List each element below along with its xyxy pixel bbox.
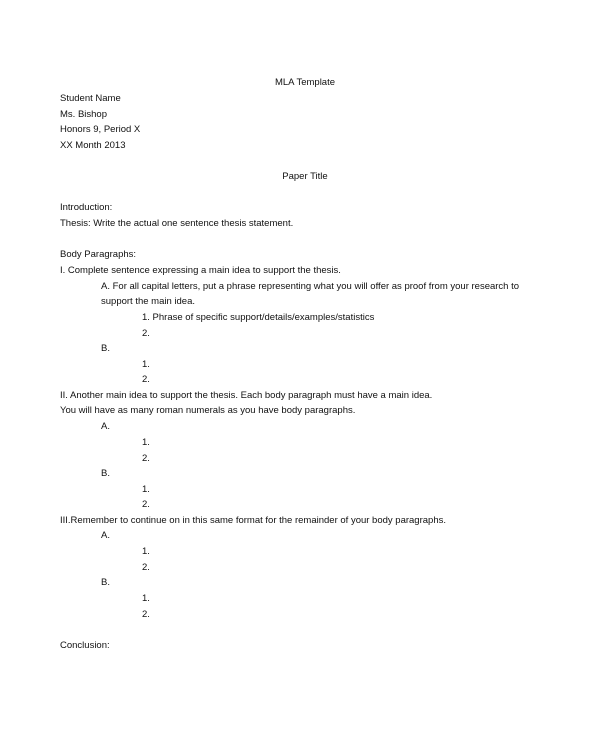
section-1-a-item-2: 2.: [142, 328, 150, 339]
section-1-heading: I. Complete sentence expressing a main idea to support the thesis.: [60, 265, 341, 276]
thesis-line: Thesis: Write the actual one sentence thesis statement.: [60, 218, 294, 229]
teacher-name: Ms. Bishop: [60, 109, 107, 120]
section-2-heading-line-2: You will have as many roman numerals as you have body paragraphs.: [60, 405, 356, 416]
section-3-b: B.: [101, 577, 110, 588]
section-3-a-item-2: 2.: [142, 562, 150, 573]
section-1-b: B.: [101, 343, 110, 354]
section-3-heading: III.Remember to continue on in this same format for the remainder of your body paragraphs.: [60, 515, 446, 526]
section-1-a-item-1: 1. Phrase of specific support/details/examples/statistics: [142, 312, 375, 323]
section-2-a-item-2: 2.: [142, 453, 150, 464]
section-3-a-item-1: 1.: [142, 546, 150, 557]
section-2-heading-line-1: II. Another main idea to support the thesis. Each body paragraph must have a main idea.: [60, 390, 433, 401]
section-3-b-item-1: 1.: [142, 593, 150, 604]
section-3-b-item-2: 2.: [142, 609, 150, 620]
section-2-a-item-1: 1.: [142, 437, 150, 448]
section-1-a-line-2: support the main idea.: [101, 296, 196, 307]
paper-title: Paper Title: [282, 171, 328, 182]
conclusion-label: Conclusion:: [60, 640, 110, 651]
date-line: XX Month 2013: [60, 140, 126, 151]
introduction-label: Introduction:: [60, 202, 113, 213]
student-name: Student Name: [60, 93, 121, 104]
template-heading: MLA Template: [274, 77, 336, 88]
section-1-a-line-1: A. For all capital letters, put a phrase representing what you will offer as proof from your research to: [101, 281, 520, 292]
section-2-b: B.: [101, 468, 110, 479]
section-2-b-item-1: 1.: [142, 484, 150, 495]
section-3-a: A.: [101, 530, 110, 541]
section-1-b-item-1: 1.: [142, 359, 150, 370]
section-2-a: A.: [101, 421, 110, 432]
body-paragraphs-label: Body Paragraphs:: [60, 249, 137, 260]
course-period: Honors 9, Period X: [60, 124, 141, 135]
section-2-b-item-2: 2.: [142, 499, 150, 510]
section-1-b-item-2: 2.: [142, 374, 150, 385]
